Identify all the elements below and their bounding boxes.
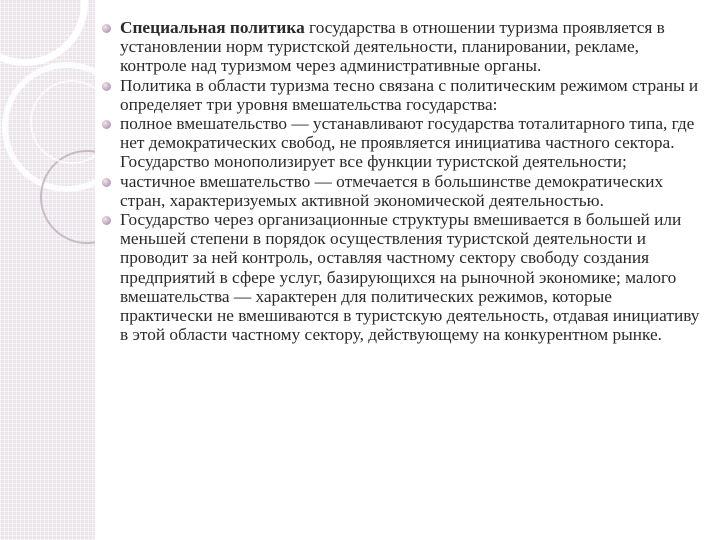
list-item [100, 18, 700, 76]
slide-content [100, 18, 700, 344]
item-text: Политика в области туризма тесно связана с политическим режимом страны и определяет три уровня вмешательства государства: [120, 75, 699, 114]
bullet-icon [102, 178, 111, 187]
list-item [100, 76, 700, 114]
bullet-icon [102, 216, 111, 225]
list-item [100, 114, 700, 172]
bullet-icon [102, 82, 111, 91]
bold-term: Специальная политика [120, 18, 305, 37]
list-item [100, 172, 700, 210]
bullet-list [100, 18, 700, 344]
item-text: полное вмешательство — устанавливают государства тоталитарного типа, где нет демократических свобод, не проявляется инициатива частного сектора. Государство монополизирует все функции туристской деятельности; [120, 114, 695, 172]
bullet-icon [102, 24, 111, 33]
bullet-icon [102, 120, 111, 129]
item-text: государства в отношении туризма проявляется в установлении норм туристской деятельности, планировании, рекламе, контроле над туризмом через административные органы. [120, 18, 665, 76]
item-text: частичное вмешательство — отмечается в большинстве демократических стран, характеризуемых активной экономической деятельностью. [120, 171, 664, 210]
item-text: Государство через организационные структуры вмешивается в большей или меньшей степени в порядок осуществления туристской деятельности и проводит за ней контроль, оставляя частному сектору свободу создания предприятий в сфере услуг, базирующихся на рыночной экономике; малого вмешательства — характерен для политических режимов, которые практически не вмешиваются в туристскую деятельность, отдавая инициативу в этой области частному сектору, действующему на конкурентном рынке. [120, 210, 700, 345]
list-item [100, 210, 700, 344]
decorative-background-band [0, 0, 95, 540]
decorative-circle [0, 0, 88, 66]
